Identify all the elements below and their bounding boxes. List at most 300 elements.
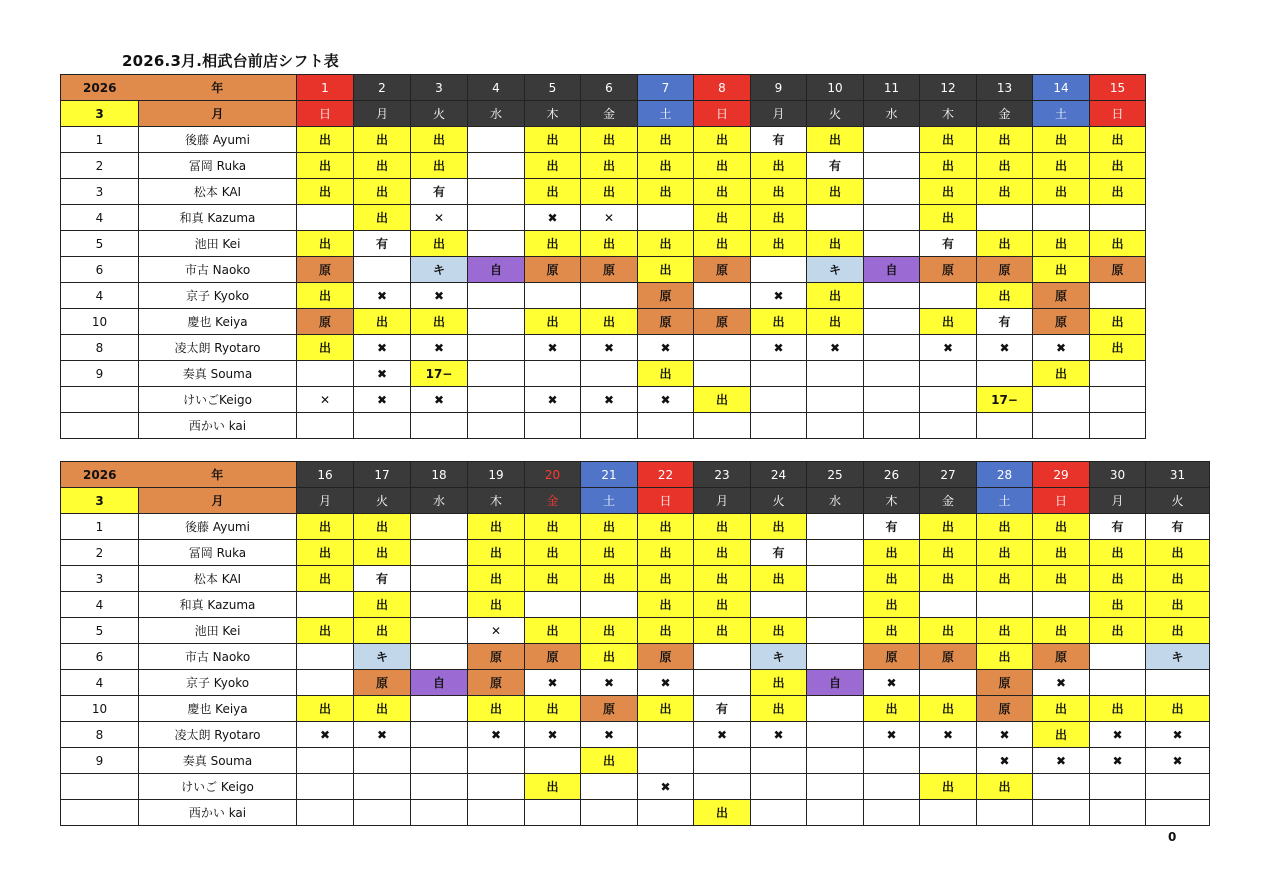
- shift-cell-day-12: 出: [920, 309, 977, 335]
- shift-cell-day-30: [1090, 800, 1146, 826]
- shift-cell-day-30: 出: [1090, 618, 1146, 644]
- staff-row: [61, 696, 1210, 722]
- shift-cell-day-30: [1090, 774, 1146, 800]
- shift-cell-day-27: 出: [920, 618, 977, 644]
- staff-row: [61, 774, 1210, 800]
- day-number-15: 15: [1090, 75, 1146, 101]
- weekday-20: 金: [525, 488, 581, 514]
- shift-cell-day-12: [920, 361, 977, 387]
- shift-cell-day-22: 原: [638, 644, 694, 670]
- staff-number: 2: [61, 540, 139, 566]
- shift-cell-day-18: [411, 540, 468, 566]
- weekday-9: 月: [751, 101, 807, 127]
- shift-cell-day-17: 出: [354, 618, 411, 644]
- day-number-4: 4: [468, 75, 525, 101]
- staff-name: 奏真 Souma: [139, 748, 297, 774]
- staff-name: けいご Keigo: [139, 774, 297, 800]
- shift-cell-day-26: ✖: [864, 722, 920, 748]
- shift-cell-day-22: [638, 748, 694, 774]
- shift-cell-day-15: 出: [1090, 127, 1146, 153]
- shift-cell-day-16: [297, 774, 354, 800]
- weekday-16: 月: [297, 488, 354, 514]
- shift-cell-day-11: [864, 179, 920, 205]
- shift-cell-day-3: ✕: [411, 205, 468, 231]
- shift-cell-day-3: 有: [411, 179, 468, 205]
- shift-cell-day-24: [751, 748, 807, 774]
- staff-name: 慶也 Keiya: [139, 696, 297, 722]
- shift-cell-day-24: ✖: [751, 722, 807, 748]
- shift-cell-day-13: 出: [977, 127, 1033, 153]
- shift-cell-day-6: ✖: [581, 387, 638, 413]
- shift-cell-day-6: ✕: [581, 205, 638, 231]
- weekday-13: 金: [977, 101, 1033, 127]
- shift-cell-day-28: [977, 592, 1033, 618]
- shift-cell-day-6: 出: [581, 127, 638, 153]
- shift-cell-day-19: ✕: [468, 618, 525, 644]
- shift-cell-day-7: 出: [638, 231, 694, 257]
- header-row-days: [61, 75, 1146, 101]
- shift-cell-day-25: [807, 592, 864, 618]
- header-row-weekdays: [61, 101, 1146, 127]
- shift-cell-day-5: ✖: [525, 335, 581, 361]
- shift-cell-day-16: [297, 644, 354, 670]
- shift-cell-day-1: 出: [297, 179, 354, 205]
- shift-cell-day-17: 出: [354, 540, 411, 566]
- shift-cell-day-6: [581, 361, 638, 387]
- shift-cell-day-14: 出: [1033, 361, 1090, 387]
- weekday-31: 火: [1146, 488, 1210, 514]
- shift-cell-day-9: ✖: [751, 283, 807, 309]
- shift-cell-day-19: ✖: [468, 722, 525, 748]
- shift-cell-day-23: 出: [694, 514, 751, 540]
- shift-cell-day-9: [751, 361, 807, 387]
- shift-cell-day-17: 有: [354, 566, 411, 592]
- footer-total: 0: [1168, 830, 1177, 844]
- shift-cell-day-30: [1090, 670, 1146, 696]
- day-number-8: 8: [694, 75, 751, 101]
- shift-cell-day-26: 出: [864, 696, 920, 722]
- year-unit-label: 年: [139, 462, 297, 488]
- shift-cell-day-20: ✖: [525, 722, 581, 748]
- shift-cell-day-27: 出: [920, 566, 977, 592]
- shift-cell-day-10: 出: [807, 309, 864, 335]
- staff-name: 和真 Kazuma: [139, 205, 297, 231]
- day-number-28: 28: [977, 462, 1033, 488]
- shift-cell-day-18: 自: [411, 670, 468, 696]
- shift-cell-day-22: 出: [638, 618, 694, 644]
- staff-row: [61, 127, 1146, 153]
- shift-cell-day-2: 出: [354, 153, 411, 179]
- shift-cell-day-7: 原: [638, 309, 694, 335]
- shift-cell-day-23: [694, 748, 751, 774]
- shift-cell-day-19: 出: [468, 566, 525, 592]
- staff-row: [61, 748, 1210, 774]
- staff-number: 5: [61, 231, 139, 257]
- shift-cell-day-9: 有: [751, 127, 807, 153]
- shift-cell-day-12: [920, 283, 977, 309]
- shift-cell-day-8: 出: [694, 387, 751, 413]
- shift-cell-day-25: [807, 540, 864, 566]
- shift-cell-day-7: ✖: [638, 335, 694, 361]
- shift-cell-day-11: [864, 283, 920, 309]
- shift-cell-day-19: [468, 800, 525, 826]
- shift-cell-day-25: [807, 774, 864, 800]
- staff-row: [61, 309, 1146, 335]
- staff-row: [61, 722, 1210, 748]
- shift-cell-day-4: 自: [468, 257, 525, 283]
- weekday-28: 土: [977, 488, 1033, 514]
- shift-cell-day-12: 出: [920, 127, 977, 153]
- shift-cell-day-24: [751, 774, 807, 800]
- shift-cell-day-25: [807, 748, 864, 774]
- shift-cell-day-5: 出: [525, 153, 581, 179]
- shift-cell-day-31: [1146, 670, 1210, 696]
- shift-cell-day-15: 出: [1090, 335, 1146, 361]
- weekday-18: 水: [411, 488, 468, 514]
- shift-cell-day-3: ✖: [411, 335, 468, 361]
- shift-cell-day-23: ✖: [694, 722, 751, 748]
- shift-cell-day-15: 出: [1090, 153, 1146, 179]
- shift-cell-day-20: 出: [525, 618, 581, 644]
- shift-cell-day-14: [1033, 387, 1090, 413]
- staff-name: 冨岡 Ruka: [139, 540, 297, 566]
- shift-cell-day-9: [751, 387, 807, 413]
- shift-cell-day-13: [977, 413, 1033, 439]
- staff-name: けいごKeigo: [139, 387, 297, 413]
- day-number-20: 20: [525, 462, 581, 488]
- day-number-12: 12: [920, 75, 977, 101]
- shift-cell-day-3: 出: [411, 127, 468, 153]
- shift-cell-day-15: [1090, 361, 1146, 387]
- shift-cell-day-30: 出: [1090, 592, 1146, 618]
- shift-cell-day-18: [411, 748, 468, 774]
- shift-cell-day-12: ✖: [920, 335, 977, 361]
- staff-name: 奏真 Souma: [139, 361, 297, 387]
- shift-cell-day-14: 出: [1033, 153, 1090, 179]
- shift-cell-day-27: [920, 748, 977, 774]
- shift-cell-day-6: [581, 413, 638, 439]
- shift-cell-day-10: ✖: [807, 335, 864, 361]
- shift-cell-day-8: 出: [694, 127, 751, 153]
- weekday-15: 日: [1090, 101, 1146, 127]
- shift-cell-day-26: 出: [864, 592, 920, 618]
- shift-cell-day-16: 出: [297, 540, 354, 566]
- shift-cell-day-28: [977, 800, 1033, 826]
- shift-cell-day-27: 出: [920, 514, 977, 540]
- shift-cell-day-30: 出: [1090, 566, 1146, 592]
- weekday-4: 水: [468, 101, 525, 127]
- shift-cell-day-9: 出: [751, 205, 807, 231]
- shift-cell-day-22: 出: [638, 566, 694, 592]
- shift-cell-day-9: ✖: [751, 335, 807, 361]
- staff-name: 西かい kai: [139, 800, 297, 826]
- shift-cell-day-31: 出: [1146, 592, 1210, 618]
- shift-cell-day-17: 出: [354, 514, 411, 540]
- shift-cell-day-20: 出: [525, 514, 581, 540]
- staff-number: 1: [61, 127, 139, 153]
- shift-cell-day-2: ✖: [354, 335, 411, 361]
- shift-cell-day-3: ✖: [411, 387, 468, 413]
- shift-cell-day-13: ✖: [977, 335, 1033, 361]
- staff-name: 松本 KAI: [139, 566, 297, 592]
- shift-cell-day-29: [1033, 592, 1090, 618]
- staff-name: 凌太朗 Ryotaro: [139, 335, 297, 361]
- year-value: 2026: [61, 462, 139, 488]
- shift-cell-day-29: 原: [1033, 644, 1090, 670]
- weekday-10: 火: [807, 101, 864, 127]
- shift-cell-day-4: [468, 335, 525, 361]
- shift-cell-day-4: [468, 231, 525, 257]
- shift-cell-day-6: 原: [581, 257, 638, 283]
- weekday-19: 木: [468, 488, 525, 514]
- shift-cell-day-5: 出: [525, 231, 581, 257]
- day-number-31: 31: [1146, 462, 1210, 488]
- shift-cell-day-21: ✖: [581, 722, 638, 748]
- shift-cell-day-24: [751, 592, 807, 618]
- weekday-3: 火: [411, 101, 468, 127]
- weekday-2: 月: [354, 101, 411, 127]
- shift-cell-day-12: 出: [920, 153, 977, 179]
- shift-cell-day-1: [297, 205, 354, 231]
- shift-cell-day-6: [581, 283, 638, 309]
- shift-cell-day-18: [411, 566, 468, 592]
- shift-cell-day-20: 出: [525, 540, 581, 566]
- shift-cell-day-1: 原: [297, 257, 354, 283]
- shift-cell-day-29: 出: [1033, 566, 1090, 592]
- shift-cell-day-12: 出: [920, 205, 977, 231]
- shift-cell-day-23: 有: [694, 696, 751, 722]
- shift-cell-day-24: 出: [751, 514, 807, 540]
- shift-cell-day-21: [581, 592, 638, 618]
- shift-cell-day-17: [354, 800, 411, 826]
- shift-cell-day-18: [411, 800, 468, 826]
- shift-cell-day-8: [694, 413, 751, 439]
- shift-cell-day-2: 有: [354, 231, 411, 257]
- shift-cell-day-23: [694, 670, 751, 696]
- shift-cell-day-14: 原: [1033, 283, 1090, 309]
- shift-cell-day-27: 出: [920, 696, 977, 722]
- shift-cell-day-16: 出: [297, 696, 354, 722]
- shift-cell-day-31: 出: [1146, 696, 1210, 722]
- shift-cell-day-16: 出: [297, 618, 354, 644]
- shift-cell-day-21: ✖: [581, 670, 638, 696]
- shift-cell-day-25: [807, 696, 864, 722]
- shift-cell-day-19: [468, 748, 525, 774]
- shift-cell-day-27: ✖: [920, 722, 977, 748]
- shift-cell-day-11: [864, 205, 920, 231]
- shift-cell-day-4: [468, 413, 525, 439]
- shift-table-first-half: [60, 74, 1146, 439]
- staff-name: 池田 Kei: [139, 618, 297, 644]
- shift-cell-day-28: ✖: [977, 722, 1033, 748]
- staff-row: [61, 644, 1210, 670]
- day-number-5: 5: [525, 75, 581, 101]
- shift-cell-day-18: [411, 592, 468, 618]
- shift-cell-day-7: 出: [638, 153, 694, 179]
- shift-cell-day-17: 原: [354, 670, 411, 696]
- shift-cell-day-25: [807, 514, 864, 540]
- staff-name: 冨岡 Ruka: [139, 153, 297, 179]
- staff-number: [61, 413, 139, 439]
- shift-cell-day-6: 出: [581, 179, 638, 205]
- shift-cell-day-8: [694, 335, 751, 361]
- weekday-30: 月: [1090, 488, 1146, 514]
- shift-cell-day-3: 17−: [411, 361, 468, 387]
- shift-cell-day-14: 出: [1033, 231, 1090, 257]
- shift-cell-day-28: 出: [977, 644, 1033, 670]
- shift-cell-day-20: ✖: [525, 670, 581, 696]
- shift-cell-day-15: 原: [1090, 257, 1146, 283]
- shift-cell-day-16: [297, 800, 354, 826]
- staff-row: [61, 540, 1210, 566]
- staff-name: 慶也 Keiya: [139, 309, 297, 335]
- shift-cell-day-11: [864, 153, 920, 179]
- shift-cell-day-6: ✖: [581, 335, 638, 361]
- weekday-25: 水: [807, 488, 864, 514]
- shift-cell-day-7: [638, 413, 694, 439]
- shift-cell-day-10: キ: [807, 257, 864, 283]
- shift-cell-day-14: [1033, 413, 1090, 439]
- staff-row: [61, 257, 1146, 283]
- shift-cell-day-22: ✖: [638, 670, 694, 696]
- shift-cell-day-28: 出: [977, 514, 1033, 540]
- weekday-29: 日: [1033, 488, 1090, 514]
- shift-cell-day-26: ✖: [864, 670, 920, 696]
- shift-cell-day-14: 出: [1033, 179, 1090, 205]
- weekday-8: 日: [694, 101, 751, 127]
- shift-cell-day-31: 有: [1146, 514, 1210, 540]
- shift-cell-day-30: 出: [1090, 696, 1146, 722]
- shift-cell-day-23: 出: [694, 618, 751, 644]
- shift-cell-day-8: 原: [694, 257, 751, 283]
- shift-cell-day-23: [694, 774, 751, 800]
- shift-cell-day-11: [864, 335, 920, 361]
- shift-cell-day-22: 出: [638, 514, 694, 540]
- shift-cell-day-2: 出: [354, 179, 411, 205]
- shift-cell-day-20: 原: [525, 644, 581, 670]
- shift-cell-day-19: 出: [468, 696, 525, 722]
- shift-cell-day-2: ✖: [354, 361, 411, 387]
- shift-cell-day-8: 出: [694, 179, 751, 205]
- shift-cell-day-4: [468, 153, 525, 179]
- shift-cell-day-20: 出: [525, 774, 581, 800]
- shift-cell-day-29: 出: [1033, 540, 1090, 566]
- shift-cell-day-24: 出: [751, 670, 807, 696]
- shift-cell-day-5: 出: [525, 127, 581, 153]
- header-row-weekdays: [61, 488, 1210, 514]
- shift-cell-day-5: ✖: [525, 205, 581, 231]
- shift-cell-day-31: 出: [1146, 540, 1210, 566]
- weekday-14: 土: [1033, 101, 1090, 127]
- shift-cell-day-24: 有: [751, 540, 807, 566]
- shift-cell-day-15: [1090, 283, 1146, 309]
- shift-cell-day-2: 出: [354, 309, 411, 335]
- shift-cell-day-17: ✖: [354, 722, 411, 748]
- staff-row: [61, 283, 1146, 309]
- shift-cell-day-15: 出: [1090, 179, 1146, 205]
- day-number-6: 6: [581, 75, 638, 101]
- weekday-23: 月: [694, 488, 751, 514]
- staff-number: 9: [61, 361, 139, 387]
- shift-cell-day-15: 出: [1090, 309, 1146, 335]
- staff-row: [61, 618, 1210, 644]
- shift-cell-day-27: [920, 670, 977, 696]
- shift-cell-day-18: [411, 618, 468, 644]
- staff-row: [61, 231, 1146, 257]
- shift-cell-day-8: 出: [694, 205, 751, 231]
- shift-cell-day-26: 原: [864, 644, 920, 670]
- shift-cell-day-25: 自: [807, 670, 864, 696]
- staff-number: 4: [61, 670, 139, 696]
- shift-cell-day-19: 出: [468, 514, 525, 540]
- shift-cell-day-10: [807, 413, 864, 439]
- weekday-26: 木: [864, 488, 920, 514]
- weekday-7: 土: [638, 101, 694, 127]
- day-number-23: 23: [694, 462, 751, 488]
- shift-cell-day-31: [1146, 800, 1210, 826]
- shift-cell-day-22: 出: [638, 540, 694, 566]
- shift-cell-day-9: [751, 257, 807, 283]
- shift-cell-day-11: [864, 309, 920, 335]
- shift-cell-day-7: 出: [638, 127, 694, 153]
- staff-name: 凌太朗 Ryotaro: [139, 722, 297, 748]
- header-row-days: [61, 462, 1210, 488]
- staff-number: 4: [61, 592, 139, 618]
- staff-number: 10: [61, 309, 139, 335]
- weekday-21: 土: [581, 488, 638, 514]
- shift-cell-day-1: 出: [297, 335, 354, 361]
- shift-cell-day-3: 出: [411, 309, 468, 335]
- shift-cell-day-15: 出: [1090, 231, 1146, 257]
- shift-cell-day-2: 出: [354, 127, 411, 153]
- shift-cell-day-13: [977, 361, 1033, 387]
- shift-cell-day-17: [354, 774, 411, 800]
- shift-cell-day-23: 出: [694, 566, 751, 592]
- staff-number: 9: [61, 748, 139, 774]
- shift-cell-day-10: 出: [807, 127, 864, 153]
- shift-cell-day-26: [864, 748, 920, 774]
- shift-cell-day-10: 出: [807, 231, 864, 257]
- shift-cell-day-17: [354, 748, 411, 774]
- shift-cell-day-29: 出: [1033, 514, 1090, 540]
- weekday-11: 水: [864, 101, 920, 127]
- shift-cell-day-28: 原: [977, 670, 1033, 696]
- shift-cell-day-20: [525, 592, 581, 618]
- shift-cell-day-23: [694, 644, 751, 670]
- staff-name: 京子 Kyoko: [139, 283, 297, 309]
- shift-cell-day-13: 17−: [977, 387, 1033, 413]
- shift-cell-day-4: [468, 387, 525, 413]
- shift-cell-day-21: 出: [581, 540, 638, 566]
- staff-row: [61, 592, 1210, 618]
- shift-cell-day-20: 出: [525, 566, 581, 592]
- shift-cell-day-23: 出: [694, 800, 751, 826]
- shift-cell-day-5: [525, 361, 581, 387]
- shift-cell-day-3: 出: [411, 153, 468, 179]
- shift-cell-day-26: 出: [864, 540, 920, 566]
- shift-cell-day-14: 出: [1033, 257, 1090, 283]
- shift-cell-day-2: ✖: [354, 283, 411, 309]
- staff-number: 5: [61, 618, 139, 644]
- year-value: 2026: [61, 75, 139, 101]
- shift-cell-day-23: 出: [694, 540, 751, 566]
- shift-cell-day-12: 原: [920, 257, 977, 283]
- weekday-12: 木: [920, 101, 977, 127]
- shift-cell-day-10: 有: [807, 153, 864, 179]
- weekday-6: 金: [581, 101, 638, 127]
- shift-cell-day-9: 出: [751, 179, 807, 205]
- shift-cell-day-20: 出: [525, 696, 581, 722]
